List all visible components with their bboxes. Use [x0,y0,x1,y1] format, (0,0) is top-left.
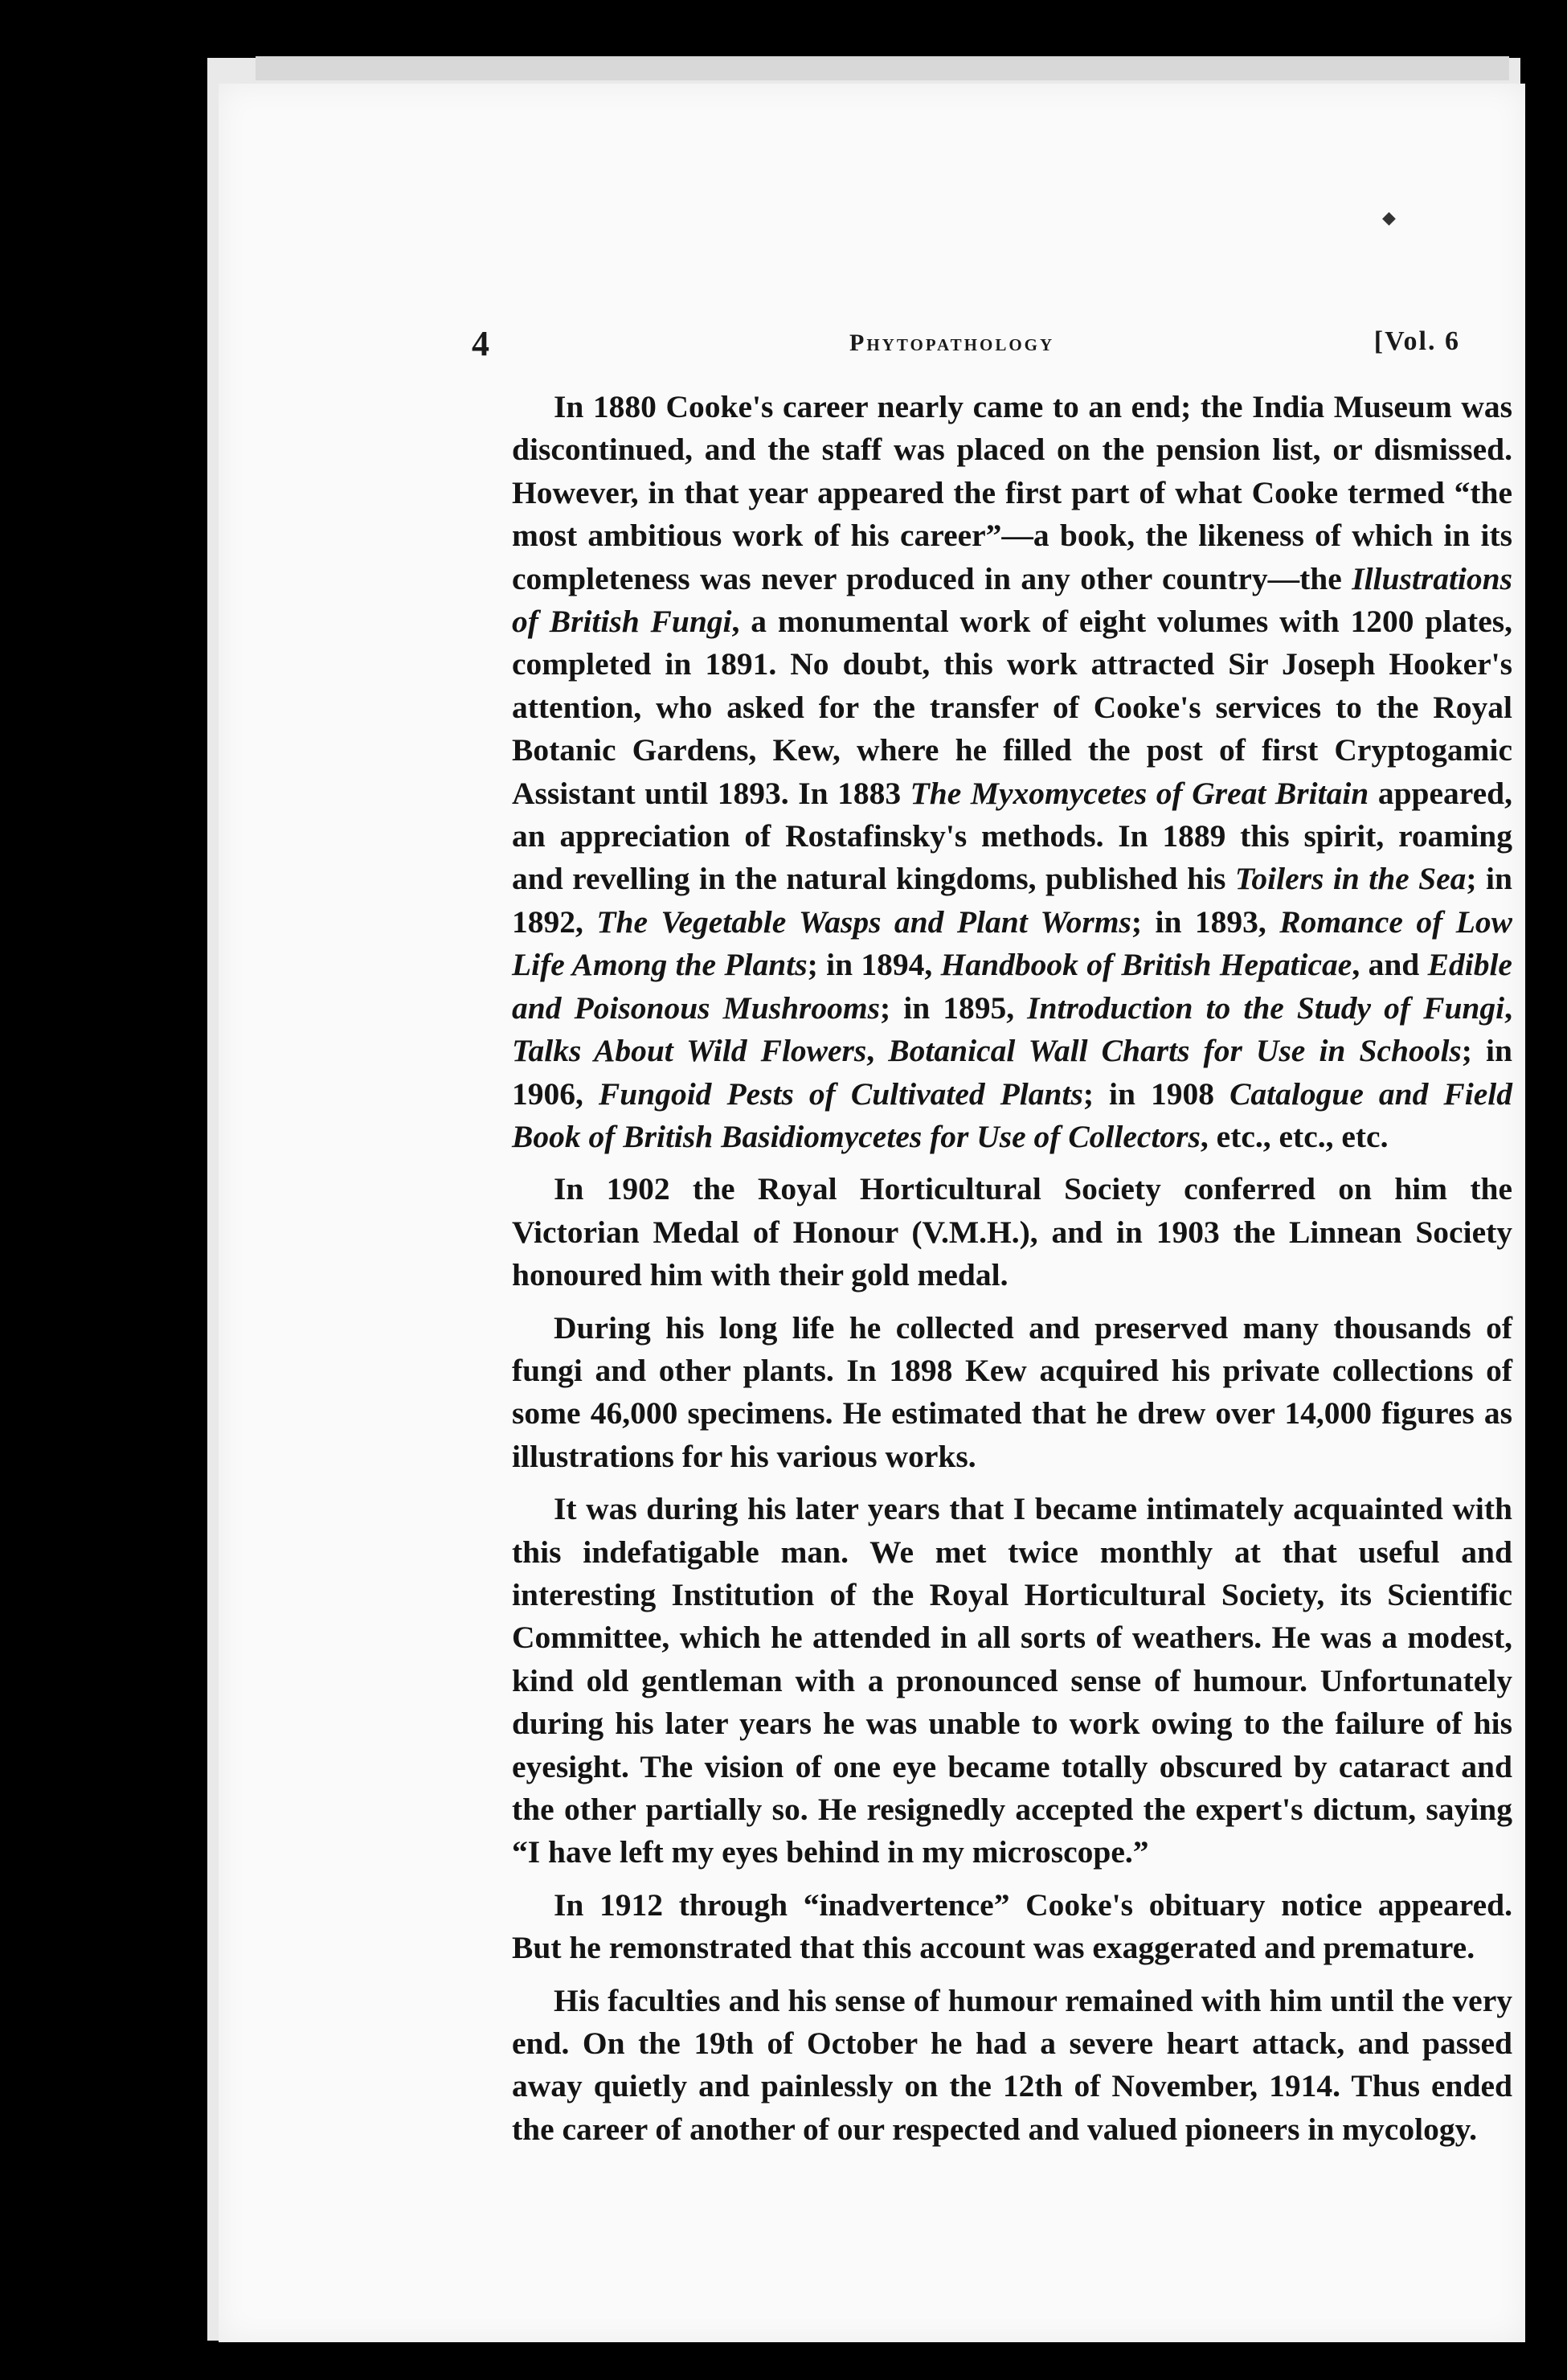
book-title: Introduction to the Study of Fungi [1027,989,1505,1026]
paragraph [512,1307,1512,1479]
paragraph [512,1168,1512,1297]
book-title: Edible and Poisonous Mushrooms [512,947,1512,1026]
ink-speck: ◆ [1382,207,1396,227]
book-title: Handbook of British Hepaticae [940,947,1352,983]
paragraph-text: , a monumental work of eight volumes with 1200 plates, completed in 1891. No doubt, this work attracted Sir Joseph Hooker's attention, who asked for the transfer of Cooke's services to the Royal Botanic Gardens, Kew, where he filled the post of first Cryptogamic Assistant until 1893. In 1883 [512,604,1512,811]
paragraph-text: ; in 1894, [807,947,941,983]
paragraph [512,386,1512,1158]
book-title: Catalogue and Field Book of British Basidiomycetes for Use of Collectors [512,1075,1512,1154]
paragraph-text: In 1880 Cooke's career nearly came to an end; the India Museum was discontinued, and the staff was placed on the pension list, or dismissed. However, in that year appeared the first part of what Cooke termed “the most ambitious work of his career”—a book, the likeness of which in its completeness was never produced in any other country—the [512,389,1512,596]
book-title: The Myxomycetes of Great Britain [910,775,1369,811]
running-header [472,323,1460,371]
paragraph-text: ; in 1906, [512,1033,1512,1112]
volume-label: [Vol. 6 [1373,326,1460,356]
book-title: Illustrations of British Fungi [512,560,1512,640]
page-number: 4 [472,324,489,363]
paragraph-text: In 1912 through “inadvertence” Cooke's obituary notice appeared. But he remonstrated that this account was exaggerated and premature. [512,1886,1512,1966]
paragraph-text: , [1504,989,1512,1026]
paragraph-text: ; in 1893, [1131,903,1280,940]
journal-title: Phytopathology [849,330,1055,356]
paragraph-text: ; in 1908 [1082,1075,1230,1112]
paragraph-text: His faculties and his sense of humour remained with him until the very end. On the 19th of October he had a severe heart attack, and passed away quietly and painlessly on the 12th of November, 1914. Thus ended the career of another of our respected and valued pioneers in mycology. [512,1982,1512,2147]
paragraph [512,1488,1512,1874]
article-body [512,386,1512,2161]
paragraph-text: It was during his later years that I became intimately acquainted with this indefatigable man. We met twice monthly at that useful and interesting Institution of the Royal Horticultural Society, its Scientific Committee, which he attended in all sorts of weathers. He was a modest, kind old gentleman with a pronounced sense of humour. Unfortunately during his later years he was unable to work owing to the failure of his eyesight. The vision of one eye became totally obscured by cataract and the other partially so. He resignedly accepted the expert's dictum, saying “I have left my eyes behind in my microscope.” [512,1491,1512,1870]
paragraph-text: ; in 1895, [880,989,1028,1026]
book-title: Talks About Wild Flowers [512,1033,867,1069]
book-title: Fungoid Pests of Cultivated Plants [598,1075,1083,1112]
paragraph-text: , etc., etc., etc. [1200,1118,1389,1154]
paragraph-text: During his long life he collected and preserved many thousands of fungi and other plants. In 1898 Kew acquired his private collections of some 46,000 specimens. He estimated that he drew over 14,000 figures as illustrations for his various works. [512,1309,1512,1474]
paragraph-text: , and [1352,947,1428,983]
book-title: Romance of Low Life Among the Plants [512,903,1512,983]
paragraph [512,1884,1512,1970]
book-title: Botanical Wall Charts for Use in Schools [888,1033,1462,1069]
paragraph-text: appeared, an appreciation of Rostafinsky's methods. In 1889 this spirit, roaming and revelling in the natural kingdoms, published his [512,775,1512,897]
back-sheet-edge [256,56,1509,80]
paragraph [512,1980,1512,2152]
paragraph-text: ; in 1892, [512,861,1512,940]
paragraph-text: , [866,1033,889,1069]
paragraph-text: In 1902 the Royal Horticultural Society conferred on him the Victorian Medal of Honour (V.M.H.), and in 1903 the Linnean Society honoured him with their gold medal. [512,1171,1512,1293]
book-title: Toilers in the Sea [1234,861,1467,897]
book-title: The Vegetable Wasps and Plant Worms [596,903,1131,940]
